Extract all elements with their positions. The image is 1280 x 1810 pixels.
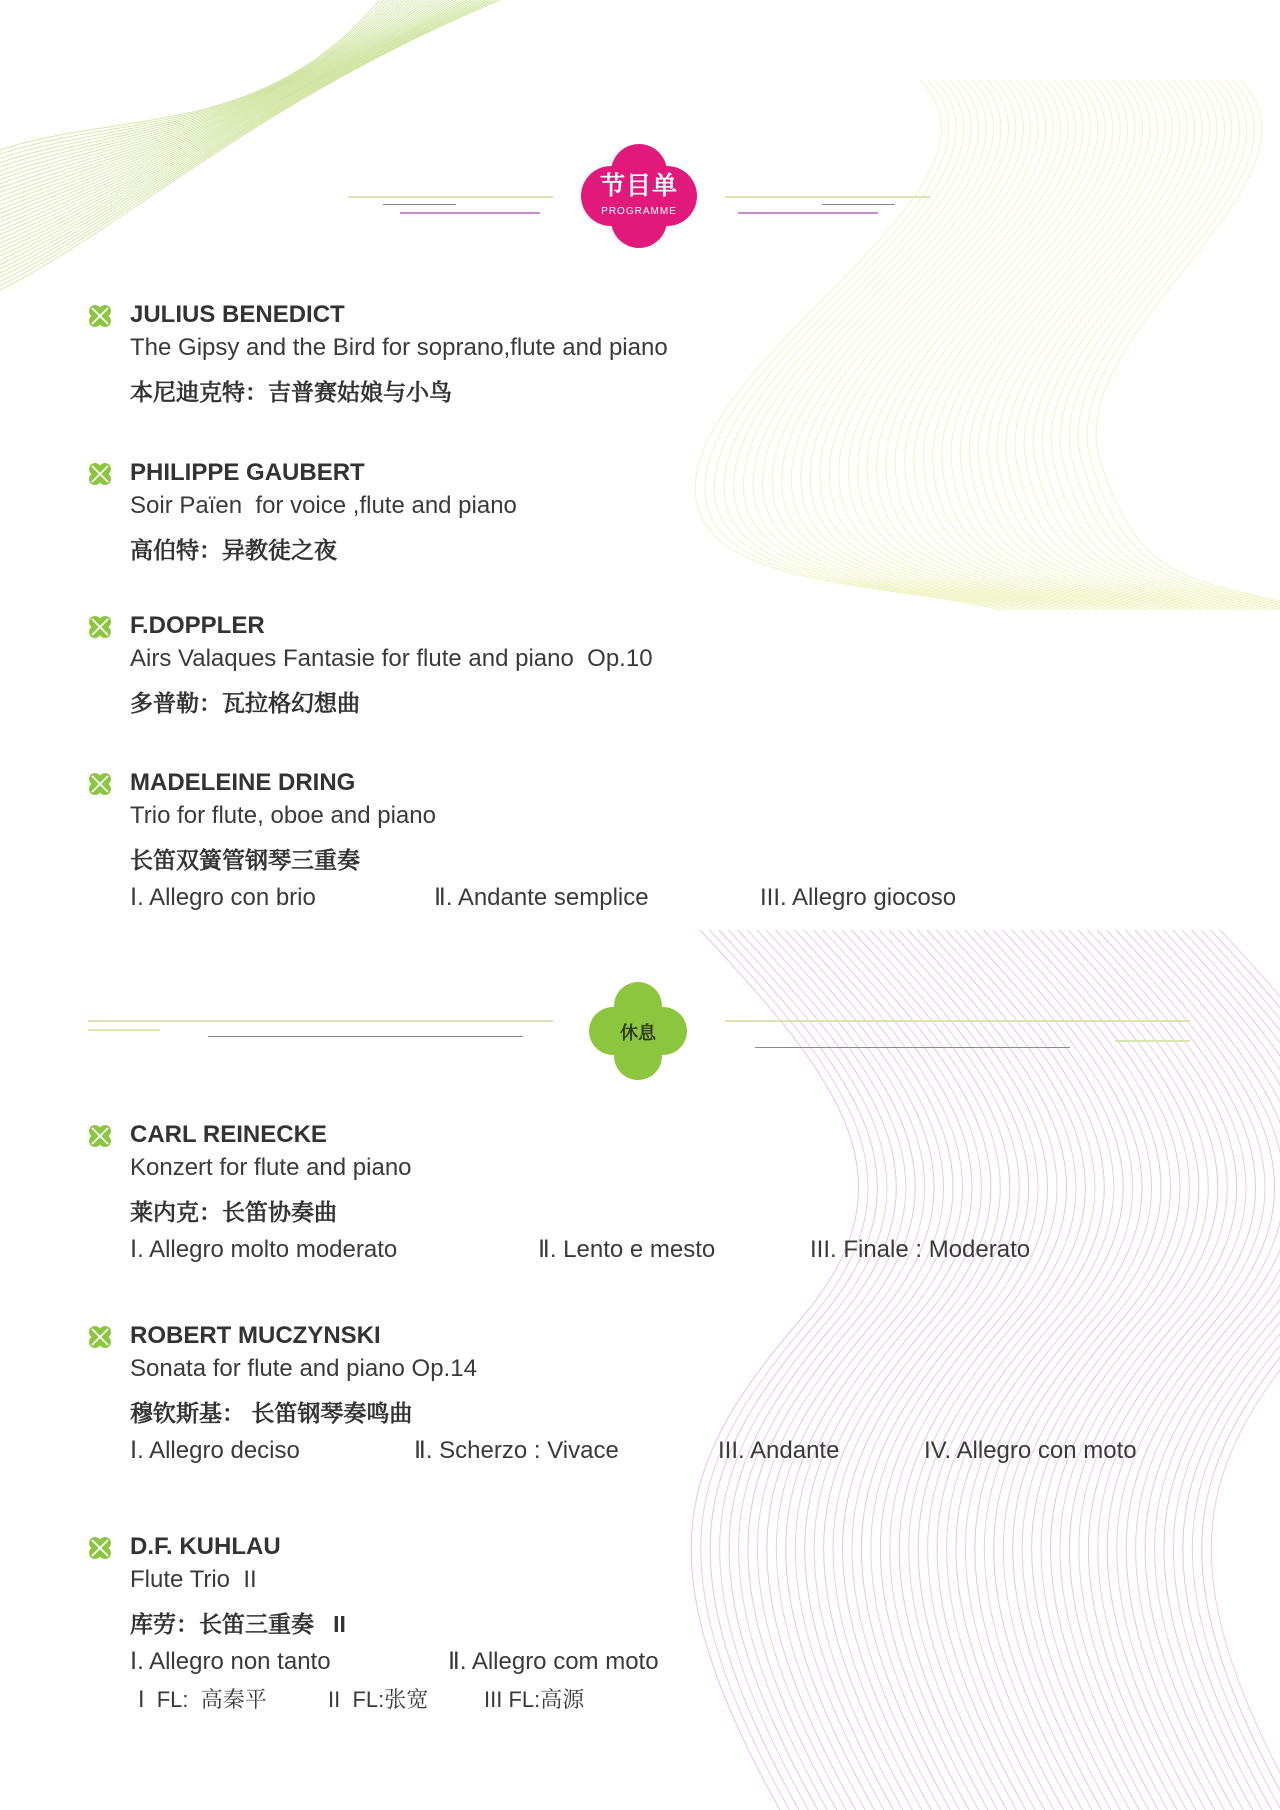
clover-bullet-icon [88, 304, 112, 328]
clover-bullet-icon [88, 1124, 112, 1148]
wave-line [0, 0, 438, 218]
header-rule-right-1 [725, 196, 930, 198]
work-title-chinese: 莱内克：长笛协奏曲 [130, 1199, 337, 1225]
movement: Ⅱ. Allegro com moto [448, 1648, 659, 1675]
movement: Ⅱ. Lento e mesto [538, 1236, 716, 1263]
work-title-chinese: 长笛双簧管钢琴三重奏 [130, 847, 360, 873]
intermission-badge [586, 981, 690, 1081]
work-title: Trio for flute, oboe and piano [130, 802, 436, 829]
clover-bullet-icon [88, 772, 112, 796]
movement-list [130, 1235, 1260, 1265]
header-rule-right-2 [822, 204, 895, 205]
header-rule-left-2 [383, 204, 456, 205]
break-rule-left-3 [208, 1036, 523, 1037]
movement: IV. Allegro con moto [924, 1437, 1137, 1464]
movement-list [130, 883, 1260, 913]
movement-list [130, 1647, 1260, 1677]
work-title: Soir Païen for voice ,flute and piano [130, 492, 517, 519]
movement: III. Andante [718, 1437, 840, 1464]
wave-line [0, 0, 500, 290]
work-title: Airs Valaques Fantasie for flute and piano Op.10 [130, 645, 653, 672]
flute-players [130, 1685, 1260, 1715]
wave-lines-green-top-left [0, 0, 500, 290]
badge-title: 节目单 [599, 172, 678, 200]
break-rule-right-3 [755, 1047, 1070, 1048]
badge-subtitle: PROGRAMME [601, 206, 677, 217]
movement: Ⅱ. Scherzo : Vivace [414, 1437, 619, 1464]
movement: Ⅰ. Allegro molto moderato [130, 1236, 398, 1263]
clover-bullet-icon [88, 615, 112, 639]
work-title-chinese: 穆钦斯基： 长笛钢琴奏鸣曲 [130, 1400, 413, 1426]
clover-bullet-icon [88, 1325, 112, 1349]
work-title-chinese: 库劳：长笛三重奏 II [130, 1611, 346, 1637]
movement: Ⅰ. Allegro deciso [130, 1437, 300, 1464]
movement: III. Allegro giocoso [760, 884, 957, 911]
composer-name: JULIUS BENEDICT [130, 301, 345, 328]
programme-badge [578, 142, 700, 250]
composer-name: D.F. KUHLAU [130, 1533, 281, 1560]
work-title: Sonata for flute and piano Op.14 [130, 1355, 477, 1382]
movement: Ⅰ. Allegro con brio [130, 884, 316, 911]
work-title-chinese: 本尼迪克特：吉普赛姑娘与小鸟 [130, 379, 452, 405]
header-rule-left-1 [348, 196, 553, 198]
composer-name: CARL REINECKE [130, 1121, 327, 1148]
break-rule-right-2 [1115, 1040, 1190, 1042]
composer-name: MADELEINE DRING [130, 769, 356, 796]
composer-name: PHILIPPE GAUBERT [130, 459, 365, 486]
composer-name: ROBERT MUCZYNSKI [130, 1322, 381, 1349]
intermission-label: 休息 [620, 1023, 656, 1043]
composer-name: F.DOPPLER [130, 612, 265, 639]
flute-player: II FL:张宽 [328, 1687, 429, 1712]
work-title: Flute Trio II [130, 1566, 257, 1593]
movement: III. Finale : Moderato [810, 1236, 1031, 1263]
break-rule-left-1 [88, 1020, 553, 1022]
movement-list [130, 1436, 1260, 1466]
flute-player: III FL:高源 [484, 1687, 585, 1712]
wave-line [0, 0, 489, 277]
movement: Ⅰ. Allegro non tanto [130, 1648, 331, 1675]
work-title: Konzert for flute and piano [130, 1154, 412, 1181]
clover-bullet-icon [88, 462, 112, 486]
wave-line [0, 0, 493, 282]
break-rule-left-2 [88, 1029, 160, 1031]
work-title-chinese: 多普勒：瓦拉格幻想曲 [130, 690, 360, 716]
flute-player: Ⅰ FL: 高秦平 [138, 1687, 267, 1712]
work-title: The Gipsy and the Bird for soprano,flute and piano [130, 334, 668, 361]
movement: Ⅱ. Andante semplice [434, 884, 649, 911]
header-rule-right-3 [738, 212, 878, 214]
break-rule-right-1 [725, 1020, 1190, 1022]
wave-line [0, 0, 431, 209]
clover-bullet-icon [88, 1536, 112, 1560]
work-title-chinese: 高伯特：异教徒之夜 [130, 537, 337, 563]
header-rule-left-3 [400, 212, 540, 214]
